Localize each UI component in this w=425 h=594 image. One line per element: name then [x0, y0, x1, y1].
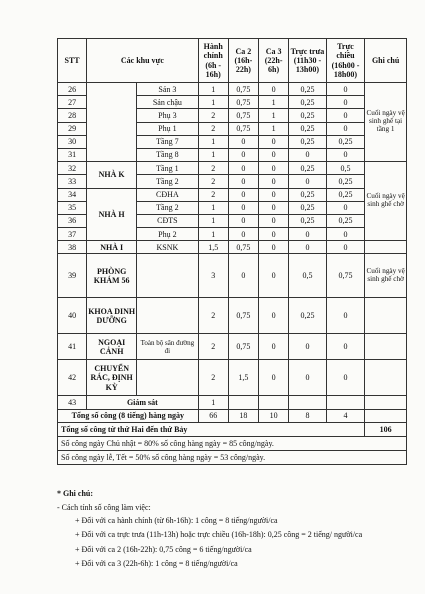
cell-hc: 1 — [198, 201, 228, 214]
cell-ca2: 0 — [228, 148, 258, 161]
cell-hc: 3 — [198, 254, 228, 298]
cell-hc: 2 — [198, 162, 228, 175]
cell-main-area: KHOA DINH DƯỠNG — [87, 298, 137, 334]
summary-value: 106 — [365, 422, 407, 436]
cell-chieu: 0 — [326, 201, 365, 214]
cell-trua — [289, 396, 327, 409]
cell-sub: Toàn bộ sân đường đi — [137, 334, 198, 360]
cell-ca3: 0 — [259, 201, 289, 214]
cell-ca2: 0 — [228, 175, 258, 188]
cell-ca3: 0 — [259, 241, 289, 254]
summary-row — [58, 436, 407, 450]
cell-sub: Tầng 1 — [137, 162, 198, 175]
cell-ca3: 0 — [259, 228, 289, 241]
cell-hc: 2 — [198, 109, 228, 122]
cell-hc: 1 — [198, 96, 228, 109]
cell-trua: 0 — [289, 360, 327, 396]
cell-ca2: 0 — [228, 228, 258, 241]
cell-group-nha-k: NHÀ K — [87, 162, 137, 188]
cell-ca2: 0 — [228, 162, 258, 175]
cell-ca3: 0 — [259, 254, 289, 298]
cell-hc: 2 — [198, 188, 228, 201]
cell-hc: 1 — [198, 214, 228, 227]
cell-ca3: 0 — [259, 83, 289, 96]
cell-chieu: 0 — [326, 83, 365, 96]
staffing-table — [57, 38, 407, 465]
summary-label: Số công ngày Chủ nhật = 80% số công hàng ngày = 85 công/ngày. — [58, 436, 407, 450]
cell-stt: 35 — [58, 201, 87, 214]
cell-trua: 0,25 — [289, 214, 327, 227]
total-row — [58, 409, 407, 422]
cell-stt: 29 — [58, 122, 87, 135]
cell-trua: 0,25 — [289, 298, 327, 334]
table-row — [58, 83, 407, 96]
cell-ca2: 0,75 — [228, 122, 258, 135]
cell-hc: 2 — [198, 122, 228, 135]
cell-ca2: 0,75 — [228, 241, 258, 254]
cell-area-group — [87, 83, 137, 162]
cell-sub: CĐTS — [137, 214, 198, 227]
cell-main-area: Giám sát — [87, 396, 198, 409]
cell-chieu: 0,25 — [326, 135, 365, 148]
cell-ca2: 0,75 — [228, 83, 258, 96]
cell-sub: Tầng 7 — [137, 135, 198, 148]
cell-chieu: 0,25 — [326, 214, 365, 227]
cell-chieu: 0 — [326, 148, 365, 161]
summary-label: Tổng số công từ thứ Hai đến thứ Bảy — [58, 422, 365, 436]
cell-ca3: 0 — [259, 135, 289, 148]
cell-hc: 1,5 — [198, 241, 228, 254]
cell-trua: 0,25 — [289, 83, 327, 96]
cell-note — [365, 409, 407, 422]
total-chieu: 4 — [326, 409, 365, 422]
cell-ca3: 0 — [259, 360, 289, 396]
cell-sub: Phụ 3 — [137, 109, 198, 122]
cell-chieu — [326, 396, 365, 409]
cell-ca3: 1 — [259, 96, 289, 109]
cell-chieu: 0,25 — [326, 175, 365, 188]
cell-trua: 0,25 — [289, 109, 327, 122]
header-ca2: Ca 2 (16h- 22h) — [228, 39, 258, 83]
cell-ca3: 1 — [259, 109, 289, 122]
cell-chieu: 0 — [326, 334, 365, 360]
cell-group-nha-h: NHÀ H — [87, 188, 137, 241]
footnote-section — [57, 487, 417, 572]
cell-stt: 37 — [58, 228, 87, 241]
footnote-item: + Đối với ca 2 (16h-22h): 0,75 công = 6 tiếng/người/ca — [75, 544, 252, 554]
footnote-title: * Ghi chú: — [57, 489, 94, 498]
cell-sub: Phụ 2 — [137, 228, 198, 241]
cell-sub: Tầng 8 — [137, 148, 198, 161]
cell-note: Cuối ngày vệ sinh ghế tại tầng 1 — [365, 83, 407, 162]
table-row — [58, 162, 407, 175]
cell-stt: 38 — [58, 241, 87, 254]
cell-ca2: 0,75 — [228, 334, 258, 360]
cell-chieu: 0,75 — [326, 254, 365, 298]
footnote-item: + Đối với ca trực trưa (11h-13h) hoặc trực chiều (16h-18h): 0,25 công = 2 tiếng/ người/ca — [75, 530, 363, 539]
cell-hc: 1 — [198, 83, 228, 96]
cell-trua: 0,5 — [289, 254, 327, 298]
cell-ca2: 0 — [228, 214, 258, 227]
cell-main-area: PHÒNG KHÁM 56 — [87, 254, 137, 298]
cell-main-area: NGOẠI CẢNH — [87, 334, 137, 360]
cell-sub: KSNK — [137, 241, 198, 254]
cell-note — [365, 360, 407, 396]
cell-chieu: 0 — [326, 96, 365, 109]
table-row — [58, 241, 407, 254]
table-row — [58, 334, 407, 360]
cell-ca2: 0,75 — [228, 109, 258, 122]
cell-trua: 0 — [289, 228, 327, 241]
cell-ca3: 0 — [259, 148, 289, 161]
table-row — [58, 254, 407, 298]
cell-stt: 40 — [58, 298, 87, 334]
cell-sub: CĐHA — [137, 188, 198, 201]
cell-note: Cuối ngày vệ sinh ghế chờ — [365, 254, 407, 298]
total-ca2: 18 — [228, 409, 258, 422]
cell-trua: 0 — [289, 241, 327, 254]
cell-note — [365, 241, 407, 254]
cell-main-area: CHUYỂN RÁC, ĐỊNH KỲ — [87, 360, 137, 396]
cell-trua: 0,25 — [289, 201, 327, 214]
cell-note: Cuối ngày vệ sinh ghế chờ — [365, 162, 407, 241]
cell-stt: 42 — [58, 360, 87, 396]
footnote-item: + Đối với ca hành chính (từ 6h-16h): 1 công = 8 tiếng/người/ca — [75, 515, 278, 525]
header-truc-chieu: Trực chiều (16h00 - 18h00) — [326, 39, 365, 83]
cell-stt: 36 — [58, 214, 87, 227]
cell-trua: 0,25 — [289, 188, 327, 201]
header-ghi-chu: Ghi chú — [365, 39, 407, 83]
header-stt: STT — [58, 39, 87, 83]
footnote-intro: - Cách tính số công làm việc: — [57, 502, 151, 512]
total-trua: 8 — [289, 409, 327, 422]
cell-chieu: 0,25 — [326, 188, 365, 201]
cell-hc: 2 — [198, 334, 228, 360]
cell-stt: 26 — [58, 83, 87, 96]
cell-trua: 0 — [289, 148, 327, 161]
cell-sub: Tầng 2 — [137, 175, 198, 188]
cell-sub — [137, 360, 198, 396]
cell-sub: Tầng 2 — [137, 201, 198, 214]
cell-chieu: 0 — [326, 228, 365, 241]
table-row — [58, 396, 407, 409]
cell-ca2: 0 — [228, 254, 258, 298]
cell-ca3: 0 — [259, 214, 289, 227]
summary-row — [58, 422, 407, 436]
header-ca3: Ca 3 (22h- 6h) — [259, 39, 289, 83]
cell-ca3: 0 — [259, 334, 289, 360]
table-row — [58, 188, 407, 201]
cell-trua: 0,25 — [289, 96, 327, 109]
cell-note — [365, 334, 407, 360]
cell-ca3: 0 — [259, 175, 289, 188]
table-row — [58, 298, 407, 334]
cell-sub — [137, 254, 198, 298]
cell-ca3: 0 — [259, 298, 289, 334]
cell-hc: 2 — [198, 360, 228, 396]
cell-stt: 28 — [58, 109, 87, 122]
cell-stt: 33 — [58, 175, 87, 188]
cell-hc: 1 — [198, 228, 228, 241]
cell-ca2 — [228, 396, 258, 409]
cell-chieu: 0 — [326, 109, 365, 122]
header-hanh-chinh: Hành chính (6h - 16h) — [198, 39, 228, 83]
cell-stt: 30 — [58, 135, 87, 148]
cell-note — [365, 396, 407, 409]
header-truc-trua: Trực trưa (11h30 - 13h00) — [289, 39, 327, 83]
cell-hc: 1 — [198, 396, 228, 409]
total-ca3: 10 — [259, 409, 289, 422]
cell-ca3 — [259, 396, 289, 409]
cell-hc: 1 — [198, 148, 228, 161]
cell-stt: 39 — [58, 254, 87, 298]
cell-hc: 2 — [198, 298, 228, 334]
cell-chieu: 0 — [326, 298, 365, 334]
cell-chieu: 0 — [326, 360, 365, 396]
footnote-item: + Đối với ca 3 (22h-6h): 1 công = 8 tiếng/người/ca — [75, 559, 238, 568]
summary-label: Số công ngày lễ, Tết = 50% số công hàng ngày = 53 công/ngày. — [58, 450, 407, 464]
cell-stt: 32 — [58, 162, 87, 175]
cell-chieu: 0 — [326, 122, 365, 135]
cell-ca2: 0,75 — [228, 96, 258, 109]
cell-ca2: 1,5 — [228, 360, 258, 396]
header-khu-vuc: Các khu vực — [87, 39, 198, 83]
cell-trua: 0,25 — [289, 162, 327, 175]
table-row — [58, 360, 407, 396]
cell-ca3: 0 — [259, 162, 289, 175]
cell-trua: 0,25 — [289, 122, 327, 135]
total-hc: 66 — [198, 409, 228, 422]
cell-ca2: 0 — [228, 135, 258, 148]
cell-chieu: 0,5 — [326, 162, 365, 175]
summary-row — [58, 450, 407, 464]
cell-trua: 0,25 — [289, 135, 327, 148]
cell-ca2: 0 — [228, 201, 258, 214]
cell-stt: 31 — [58, 148, 87, 161]
cell-ca3: 0 — [259, 188, 289, 201]
cell-sub: Phụ 1 — [137, 122, 198, 135]
cell-sub: Sản 3 — [137, 83, 198, 96]
cell-hc: 1 — [198, 135, 228, 148]
cell-stt: 34 — [58, 188, 87, 201]
total-label: Tổng số công (8 tiếng) hàng ngày — [58, 409, 199, 422]
cell-stt: 27 — [58, 96, 87, 109]
cell-main-area: NHÀ I — [87, 241, 137, 254]
cell-trua: 0 — [289, 334, 327, 360]
cell-stt: 43 — [58, 396, 87, 409]
cell-sub — [137, 298, 198, 334]
cell-note — [365, 298, 407, 334]
cell-ca3: 1 — [259, 122, 289, 135]
cell-stt: 41 — [58, 334, 87, 360]
cell-trua: 0 — [289, 175, 327, 188]
cell-chieu: 0 — [326, 241, 365, 254]
cell-ca2: 0 — [228, 188, 258, 201]
cell-hc: 2 — [198, 175, 228, 188]
cell-sub: Sản chậu — [137, 96, 198, 109]
cell-ca2: 0,75 — [228, 298, 258, 334]
header-row — [58, 39, 407, 83]
